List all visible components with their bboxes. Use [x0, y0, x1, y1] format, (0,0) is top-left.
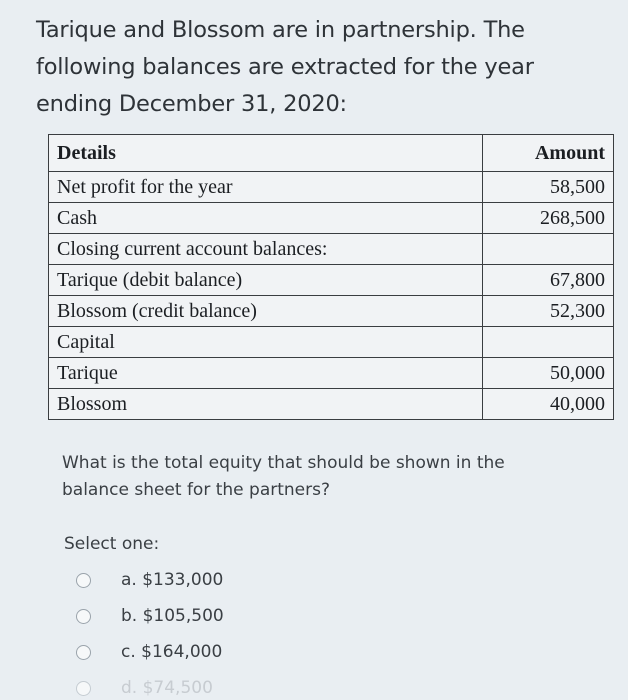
table-row: [49, 358, 614, 389]
option-d[interactable]: [76, 678, 213, 698]
row-detail: Net profit for the year: [49, 172, 483, 203]
radio-icon[interactable]: [76, 573, 91, 588]
row-detail: Cash: [49, 203, 483, 234]
radio-icon[interactable]: [76, 609, 91, 624]
amount-header: Amount: [482, 135, 613, 172]
row-detail: Blossom (credit balance): [49, 296, 483, 327]
option-label: d. $74,500: [121, 678, 213, 698]
option-label: b. $105,500: [121, 606, 224, 626]
question-text: Tarique and Blossom are in partnership. The following balances are extracted for the year ending December 31, 2020:: [36, 17, 534, 117]
row-detail: Closing current account balances:: [49, 234, 483, 265]
table-row: [49, 203, 614, 234]
option-c[interactable]: [76, 642, 222, 662]
table-row: [49, 265, 614, 296]
balances-table-wrapper: [48, 134, 614, 420]
row-amount: 52,300: [482, 296, 613, 327]
option-label: a. $133,000: [121, 570, 224, 590]
row-amount: [482, 327, 613, 358]
table-row: [49, 234, 614, 265]
question-prompt: What is the total equity that should be shown in the balance sheet for the partners?: [62, 453, 505, 500]
row-detail: Capital: [49, 327, 483, 358]
details-header: Details: [49, 135, 483, 172]
table-row: [49, 296, 614, 327]
option-label: c. $164,000: [121, 642, 223, 662]
row-amount: [482, 234, 613, 265]
row-detail: Blossom: [49, 389, 483, 420]
table-row: [49, 327, 614, 358]
row-amount: 67,800: [482, 265, 613, 296]
row-amount: 50,000: [482, 358, 613, 389]
table-header-row: [49, 135, 614, 172]
radio-icon[interactable]: [76, 645, 91, 660]
row-detail: Tarique: [49, 358, 483, 389]
select-one-label: Select one:: [64, 534, 160, 554]
option-a[interactable]: [76, 570, 223, 590]
radio-icon[interactable]: [76, 681, 91, 696]
table-row: [49, 172, 614, 203]
row-amount: 40,000: [482, 389, 613, 420]
row-amount: 58,500: [482, 172, 613, 203]
table-row: [49, 389, 614, 420]
row-amount: 268,500: [482, 203, 613, 234]
row-detail: Tarique (debit balance): [49, 265, 483, 296]
option-b[interactable]: [76, 606, 224, 626]
balances-table: [48, 134, 614, 420]
